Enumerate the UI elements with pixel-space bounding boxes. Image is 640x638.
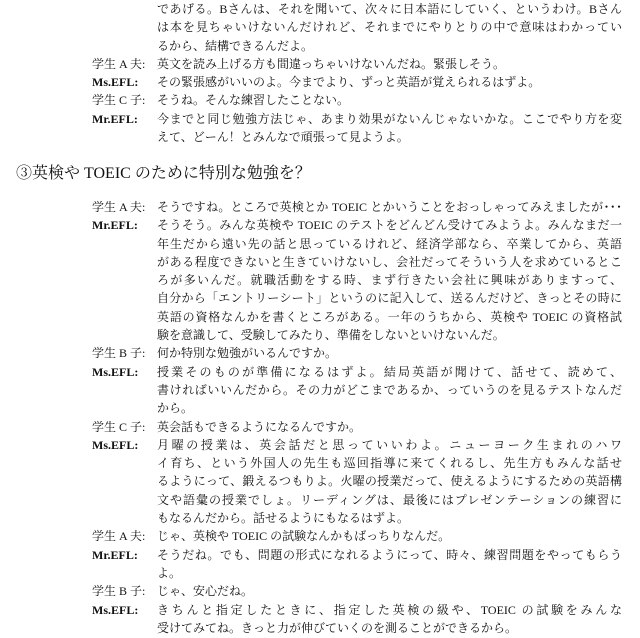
utterance-text [157, 436, 622, 527]
text-line: えて、どーん！とみんなで頑張って見ようよ。 [157, 130, 409, 145]
utterance-text [157, 55, 622, 73]
dialogue-turn [92, 55, 622, 73]
speaker-label: Ms.EFL: [92, 602, 139, 617]
utterance-text [157, 110, 622, 147]
text-line: ろが多いんだ。就職活動をする時、まず行きたい会社に興味がありますって、 [157, 273, 622, 288]
text-line: 年生だから遠い先の話と思っているけれど、経済学部なら、卒業してから、英語 [157, 236, 622, 251]
text-line: 英語の資格なんかを書くところがある。一年のうちから、英検や TOEIC の資格試 [157, 309, 622, 324]
text-line: 自分から「エントリーシート」というのに記入して、送るんだけど、きっとその時に [157, 291, 622, 306]
text-line: その緊張感がいいのよ。今までより、ずっと英語が覚えられるはずよ。 [157, 75, 541, 90]
dialogue-turn [92, 601, 622, 638]
text-line: 何か特別な勉強がいるんですか。 [157, 346, 338, 361]
text-line: 月曜の授業は、英会話だと思っていいわよ。ニューヨーク生まれのハワ [157, 437, 622, 452]
dialogue-continuation [92, 0, 622, 55]
text-line: もなるんだから。話せるようにもなるはずよ。 [157, 511, 410, 526]
dialogue-turn [92, 216, 622, 344]
text-line: であげる。Bさんは、それを聞いて、次々に日本語にしていく、というわけ。Bさん [157, 2, 622, 16]
dialogue-turn [92, 344, 622, 362]
speaker-label: Ms.EFL: [92, 364, 139, 379]
text-line: るようにって、鍛えるつもりよ。火曜の授業だって、使えるようにするための英語構 [157, 474, 622, 489]
dialogue-turn [92, 198, 622, 216]
text-line: じゃ、安心だね。 [157, 584, 254, 599]
speaker-label: 学生 A 夫: [92, 200, 146, 214]
text-line: 受けてみてね。きっと力が伸びていくのを測ることができるから。 [157, 620, 518, 635]
speaker-label: Mr.EFL: [92, 547, 138, 562]
text-line: そうそう。みんな英検や TOEIC のテストをどんどん受けてみようよ。みんなまだ一 [157, 218, 622, 233]
utterance-text [157, 418, 622, 436]
speaker-label: 学生 A 夫: [92, 529, 146, 544]
text-line: よ。 [157, 565, 182, 580]
utterance-text [157, 0, 622, 55]
speaker-label: Ms.EFL: [92, 437, 139, 452]
dialogue-turn [92, 73, 622, 91]
dialogue-turn [92, 527, 622, 545]
text-line: そうだね。でも、問題の形式になれるようにって、時々、練習問題をやってもらう [157, 547, 622, 562]
dialogue-turn [92, 418, 622, 436]
speaker-label: 学生 A 夫: [92, 56, 146, 71]
utterance-text [157, 527, 622, 545]
section-heading: ③英検や TOEIC のために特別な勉強を？ [16, 165, 311, 182]
text-line: から。 [157, 401, 194, 416]
dialogue-turn [92, 436, 622, 527]
utterance-text [157, 198, 622, 216]
dialogue-turn [92, 582, 622, 600]
utterance-text [157, 344, 622, 362]
text-line: きちんと指定したときに、指定した英検の級や、TOEIC の試験をみんな [157, 602, 622, 617]
text-line: 英会話もできるようになるんですか。 [157, 419, 362, 434]
speaker-label: 学生 B 子: [92, 346, 146, 361]
speaker-label: 学生 C 子: [92, 93, 146, 108]
dialogue-turn [92, 91, 622, 109]
text-line: るから、結構できるんだよ。 [157, 38, 314, 53]
utterance-text [157, 363, 622, 418]
text-line: イ育ち、という外国人の先生も巡回指導に来てくれるし、先生方もみんな話せ [157, 456, 622, 471]
speaker-label: Ms.EFL: [92, 75, 139, 90]
utterance-text [157, 582, 622, 600]
dialogue-section-bottom [92, 198, 622, 637]
speaker-label: 学生 C 子: [92, 419, 146, 434]
text-line: 文や語彙の授業でしょ。リーディングは、最後にはプレゼンテーションの練習に [157, 492, 622, 507]
dialogue-turn [92, 110, 622, 147]
text-line: は本を見ちゃいけないんだけれど、それまでにやりとりの中で意味はわかってい [157, 20, 622, 35]
text-line: 英文を読み上げる方も間違っちゃいけないんだね。緊張しそう。 [157, 56, 506, 71]
dialogue-turn [92, 363, 622, 418]
dialogue-section-top [92, 0, 622, 146]
text-line: 今までと同じ勉強方法じゃ、あまり効果がないんじゃないかな。ここでやり方を変 [157, 111, 622, 126]
text-line: じゃ、英検や TOEIC の試験なんかもばっちりなんだ。 [157, 529, 451, 544]
text-line: がある程度できないと生きていけないし、会社だってそういう人を求めているとこ [157, 254, 622, 269]
speaker-label: Mr.EFL: [92, 218, 138, 233]
text-line: そうね。そんな練習したことない。 [157, 93, 350, 108]
text-line: 書ければいいんだから。その力がどこまであるか、っていうのを見るテストなんだ [157, 382, 622, 397]
text-line: そうですね。ところで英検とか TOEIC とかいうことをおっしゃってみえましたが･･･ [157, 200, 622, 214]
utterance-text [157, 601, 622, 638]
speaker-label: Mr.EFL: [92, 111, 138, 126]
utterance-text [157, 216, 622, 344]
dialogue-turn [92, 546, 622, 583]
text-line: 験を意識して、受験してみたり、準備をしないといけないんだ。 [157, 328, 505, 343]
text-line: 授業そのものが準備になるはずよ。結局英語が聞けて、話せて、読めて、 [157, 364, 622, 379]
utterance-text [157, 546, 622, 583]
utterance-text [157, 73, 622, 91]
utterance-text [157, 91, 622, 109]
speaker-label: 学生 B 子: [92, 584, 146, 599]
